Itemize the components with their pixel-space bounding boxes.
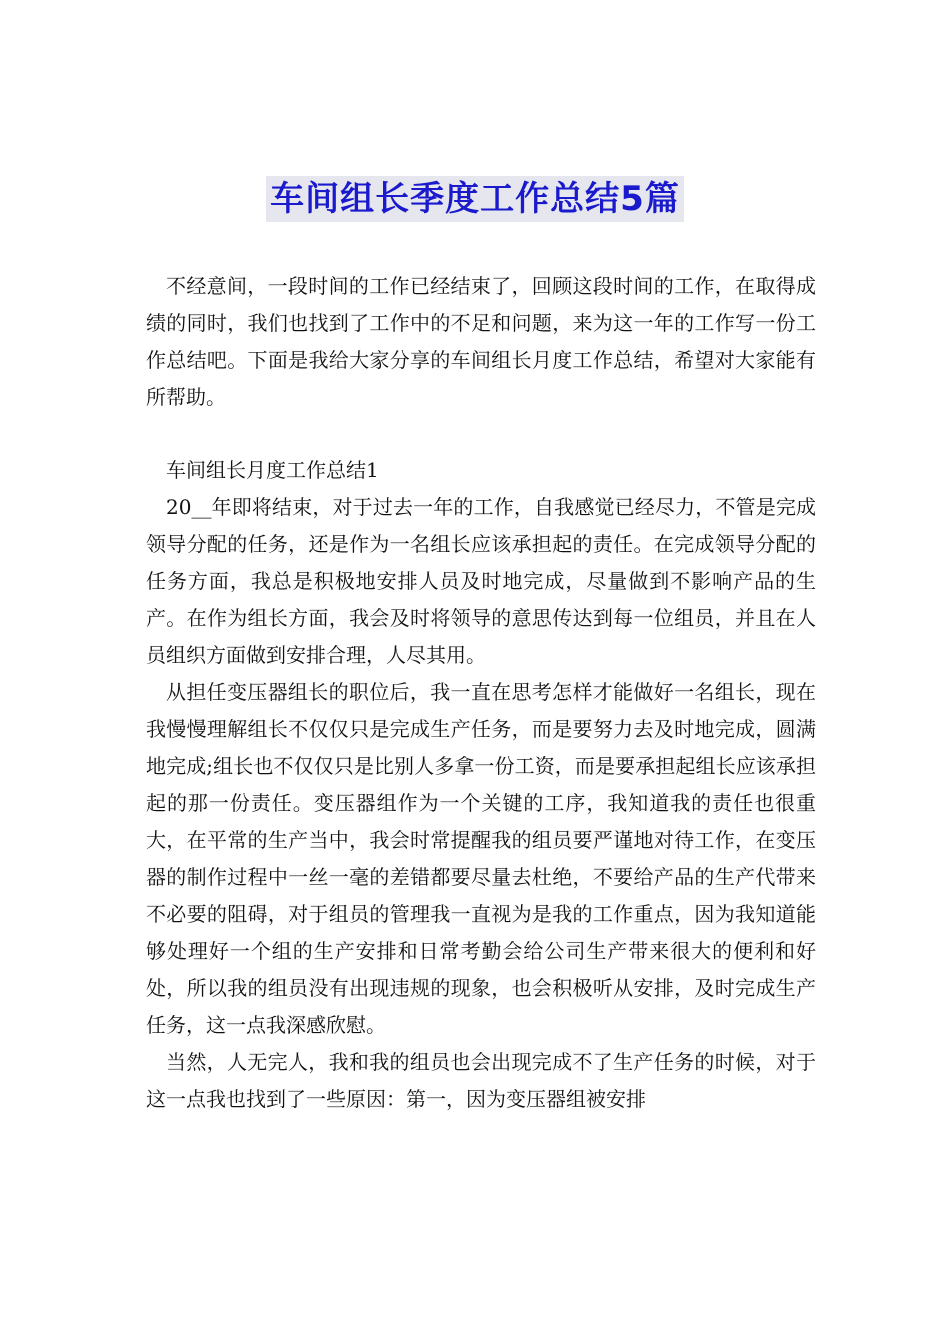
title-container (0, 176, 950, 222)
section-heading: 车间组长月度工作总结1 (166, 458, 379, 482)
body-paragraph-1: 20__年即将结束，对于过去一年的工作，自我感觉已经尽力，不管是完成领导分配的任务，还是作为一名组长应该承担起的责任。在完成领导分配的任务方面，我总是积极地安排人员及时地完成，尽量做到不影响产品的生产。在作为组长方面，我会及时将领导的意思传达到每一位组员，并且在人员组织方面做到安排合理，人尽其用。 (146, 495, 816, 667)
body-paragraph-3: 当然，人无完人，我和我的组员也会出现完成不了生产任务的时候，对于这一点我也找到了一些原因：第一，因为变压器组被安排 (146, 1050, 816, 1111)
intro-paragraph: 不经意间，一段时间的工作已经结束了，回顾这段时间的工作，在取得成绩的同时，我们也找到了工作中的不足和问题，来为这一年的工作写一份工作总结吧。下面是我给大家分享的车间组长月度工作总结，希望对大家能有所帮助。 (146, 274, 816, 409)
body-paragraph-2: 从担任变压器组长的职位后，我一直在思考怎样才能做好一名组长，现在我慢慢理解组长不仅仅只是完成生产任务，而是要努力去及时地完成，圆满地完成;组长也不仅仅只是比别人多拿一份工资，而是要承担起组长应该承担起的那一份责任。变压器组作为一个关键的工序，我知道我的责任也很重大，在平常的生产当中，我会时常提醒我的组员要严谨地对待工作，在变压器的制作过程中一丝一毫的差错都要尽量去杜绝，不要给产品的生产代带来不必要的阻碍，对于组员的管理我一直视为是我的工作重点，因为我知道能够处理好一个组的生产安排和日常考勤会给公司生产带来很大的便利和好处，所以我的组员没有出现违规的现象，也会积极听从安排，及时完成生产任务，这一点我深感欣慰。 (146, 680, 816, 1037)
document-body (146, 268, 816, 1118)
document-title: 车间组长季度工作总结5篇 (266, 176, 684, 222)
